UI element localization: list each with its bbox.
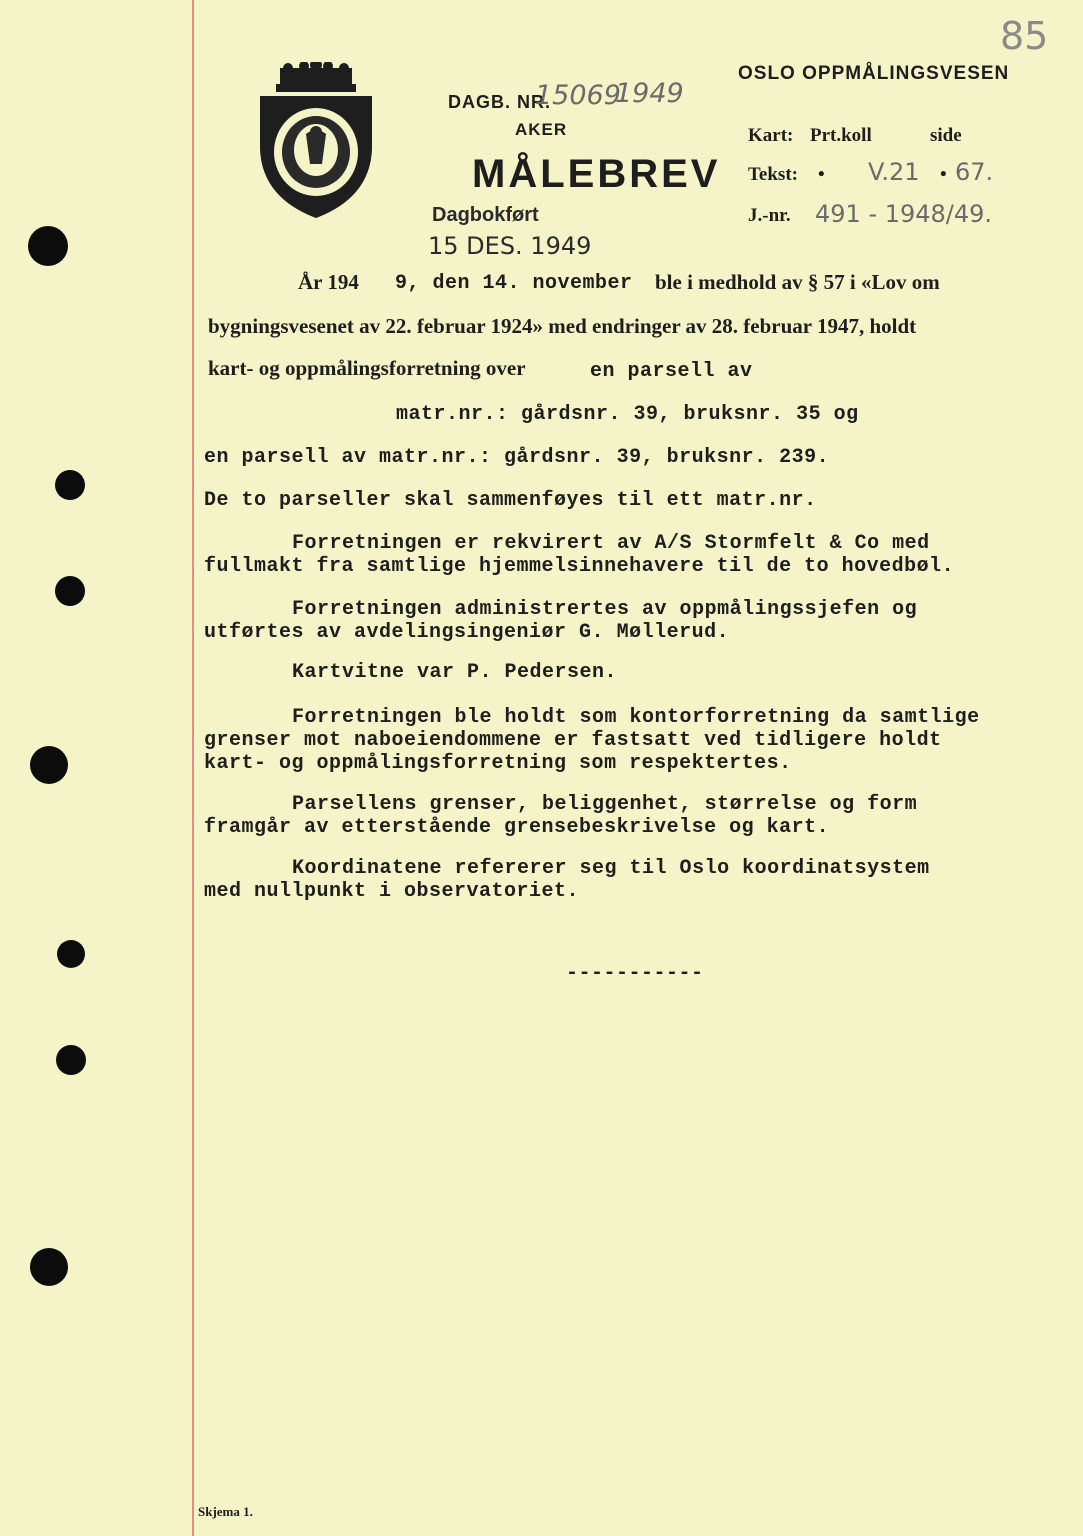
punch-hole: [57, 940, 85, 968]
jnr-label: J.-nr.: [748, 205, 791, 226]
intro-line2: bygningsvesenet av 22. februar 1924» med endringer av 28. februar 1947, holdt: [208, 314, 917, 338]
page-title: MÅLEBREV: [472, 152, 721, 196]
intro-line1-rest: ble i medhold av § 57 i «Lov om: [655, 270, 940, 294]
oslo-coat-of-arms-icon: [250, 62, 382, 222]
kart-value: Prt.koll: [810, 125, 872, 146]
typed-line-1: matr.nr.: gårdsnr. 39, bruksnr. 35 og: [396, 403, 859, 426]
intro-parcel: en parsell av: [590, 360, 753, 383]
agency-name: OSLO OPPMÅLINGSVESEN: [738, 63, 1010, 84]
para4-line1: Forretningen ble holdt som kontorforretning da samtlige: [292, 706, 980, 729]
tekst-page: 67.: [955, 158, 994, 186]
dagbok-label: DAGB. NR.: [448, 92, 551, 112]
stamp-label: Dagbokført: [432, 204, 539, 226]
dagbok-number: 15069: [535, 80, 621, 111]
punch-hole: [28, 226, 68, 266]
para4-line2: grenser mot naboeiendommene er fastsatt ved tidligere holdt: [204, 729, 942, 752]
stamp-date: 15 DES. 1949: [428, 232, 592, 260]
section-separator: -----------: [566, 962, 704, 985]
punch-hole: [30, 746, 68, 784]
punch-hole: [56, 1045, 86, 1075]
tekst-label: Tekst:: [748, 164, 798, 185]
tekst-volume: V.21: [868, 158, 920, 186]
punch-hole: [55, 576, 85, 606]
para3-line1: Kartvitne var P. Pedersen.: [292, 661, 618, 684]
intro-year-prefix: År 194: [298, 270, 359, 294]
para6-line1: Koordinatene refererer seg til Oslo koordinatsystem: [292, 857, 930, 880]
dagbok-year: 1949: [615, 78, 684, 109]
tekst-bullet-2: •: [940, 164, 947, 185]
para6-line2: med nullpunkt i observatoriet.: [204, 880, 580, 903]
para2-line2: utførtes av avdelingsingeniør G. Møllerud.: [204, 621, 730, 644]
para5-line2: framgår av etterstående grensebeskrivelse og kart.: [204, 816, 830, 839]
para1-line2: fullmakt fra samtlige hjemmelsinnehavere til de to hovedbøl.: [204, 555, 955, 578]
schema-label: Skjema 1.: [198, 1504, 253, 1519]
kart-label: Kart:: [748, 125, 794, 146]
side-label: side: [930, 125, 962, 146]
typed-line-3: De to parseller skal sammenføyes til ett matr.nr.: [204, 489, 817, 512]
punch-hole: [55, 470, 85, 500]
district-label: AKER: [515, 120, 568, 139]
margin-rule: [192, 0, 194, 1536]
typed-line-2: en parsell av matr.nr.: gårdsnr. 39, bruksnr. 239.: [204, 446, 830, 469]
intro-date: 9, den 14. november: [395, 272, 633, 295]
intro-line3: kart- og oppmålingsforretning over: [208, 356, 526, 380]
para1-line1: Forretningen er rekvirert av A/S Stormfelt & Co med: [292, 532, 930, 555]
tekst-bullet-1: •: [818, 164, 825, 185]
punch-hole: [30, 1248, 68, 1286]
para2-line1: Forretningen administrertes av oppmålingssjefen og: [292, 598, 918, 621]
page-number: 85: [1000, 14, 1049, 58]
para4-line3: kart- og oppmålingsforretning som respektertes.: [204, 752, 792, 775]
para5-line1: Parsellens grenser, beliggenhet, størrelse og form: [292, 793, 918, 816]
jnr-value: 491 - 1948/49.: [815, 200, 993, 228]
